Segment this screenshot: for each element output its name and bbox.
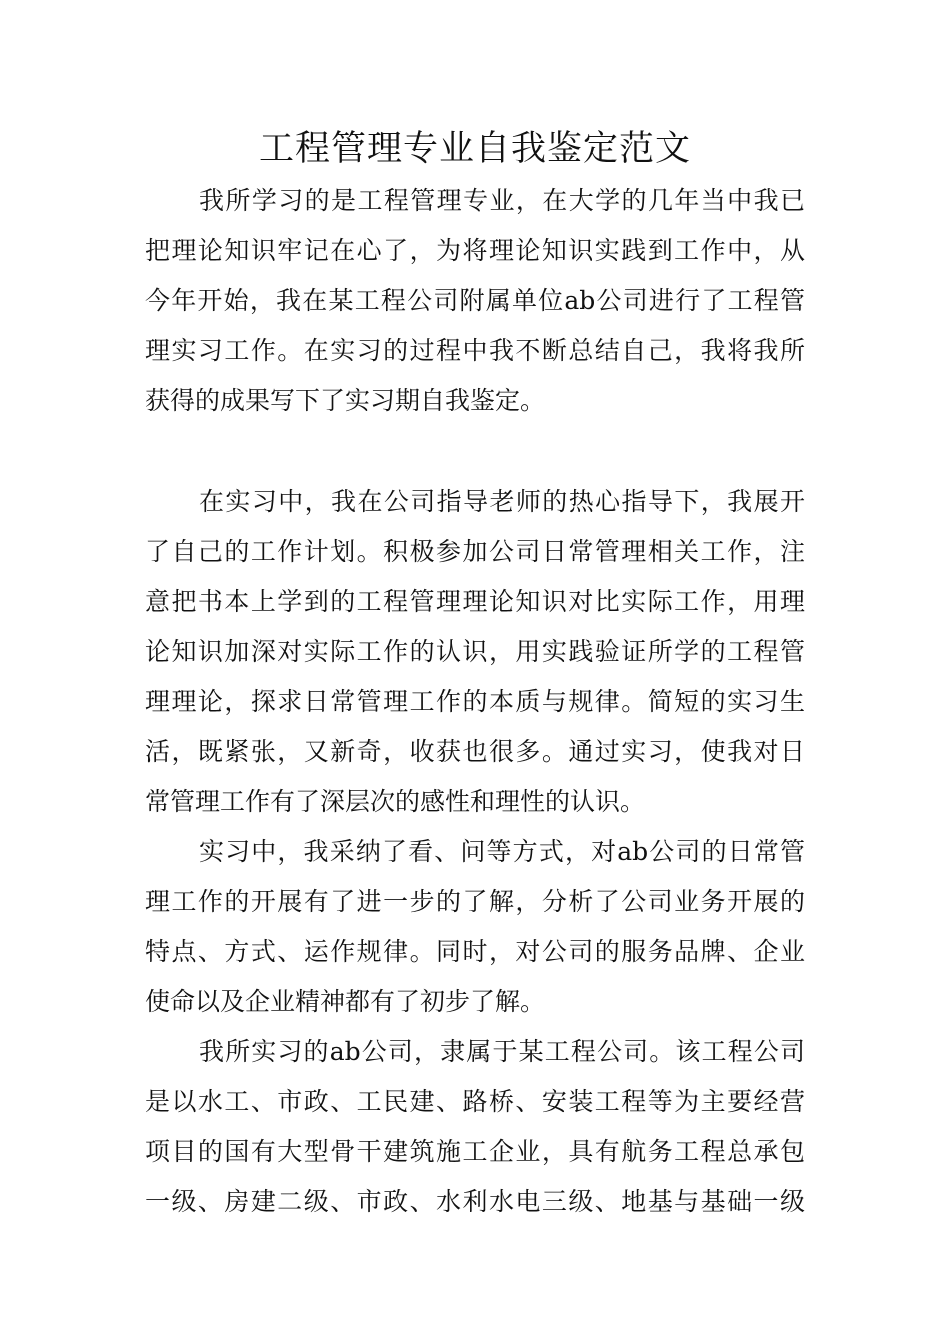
paragraph-line: 实习中，我采纳了看、问等方式，对ab公司的日常管 [199,837,805,866]
paragraph-line: 常管理工作有了深层次的感性和理性的认识。 [145,787,646,816]
paragraph-line: 意把书本上学到的工程管理理论知识对比实际工作，用理 [145,587,805,616]
paragraph-line: 我所实习的ab公司，隶属于某工程公司。该工程公司 [199,1037,805,1066]
document-title: 工程管理专业自我鉴定范文 [258,129,691,169]
paragraph-line: 理工作的开展有了进一步的了解，分析了公司业务开展的 [145,887,805,916]
paragraph-line: 理实习工作。在实习的过程中我不断总结自己，我将我所 [145,336,805,365]
paragraph-line: 今年开始，我在某工程公司附属单位ab公司进行了工程管 [145,286,805,315]
paragraph-line: 获得的成果写下了实习期自我鉴定。 [145,386,546,415]
paragraph-line: 理理论，探求日常管理工作的本质与规律。简短的实习生 [145,687,805,716]
paragraph-line: 在实习中，我在公司指导老师的热心指导下，我展开 [199,487,805,516]
paragraph-line: 是以水工、市政、工民建、路桥、安装工程等为主要经营 [145,1087,805,1116]
paragraph-line: 论知识加深对实际工作的认识，用实践验证所学的工程管 [145,637,805,666]
paragraph-line: 项目的国有大型骨干建筑施工企业，具有航务工程总承包 [145,1137,805,1166]
paragraph-1 [145,176,805,426]
paragraph-4 [145,1027,805,1227]
paragraph-line: 了自己的工作计划。积极参加公司日常管理相关工作，注 [145,537,805,566]
paragraph-gap [145,426,805,477]
paragraph-line: 活，既紧张，又新奇，收获也很多。通过实习，使我对日 [145,737,805,766]
paragraph-line: 特点、方式、运作规律。同时，对公司的服务品牌、企业 [145,937,805,966]
paragraph-2 [145,477,805,827]
paragraph-line: 使命以及企业精神都有了初步了解。 [145,987,546,1016]
document-body [145,176,805,1227]
paragraph-3 [145,827,805,1027]
paragraph-line: 把理论知识牢记在心了，为将理论知识实践到工作中，从 [145,236,805,265]
paragraph-line: 我所学习的是工程管理专业，在大学的几年当中我已 [199,186,805,215]
paragraph-line: 一级、房建二级、市政、水利水电三级、地基与基础一级 [145,1187,805,1216]
